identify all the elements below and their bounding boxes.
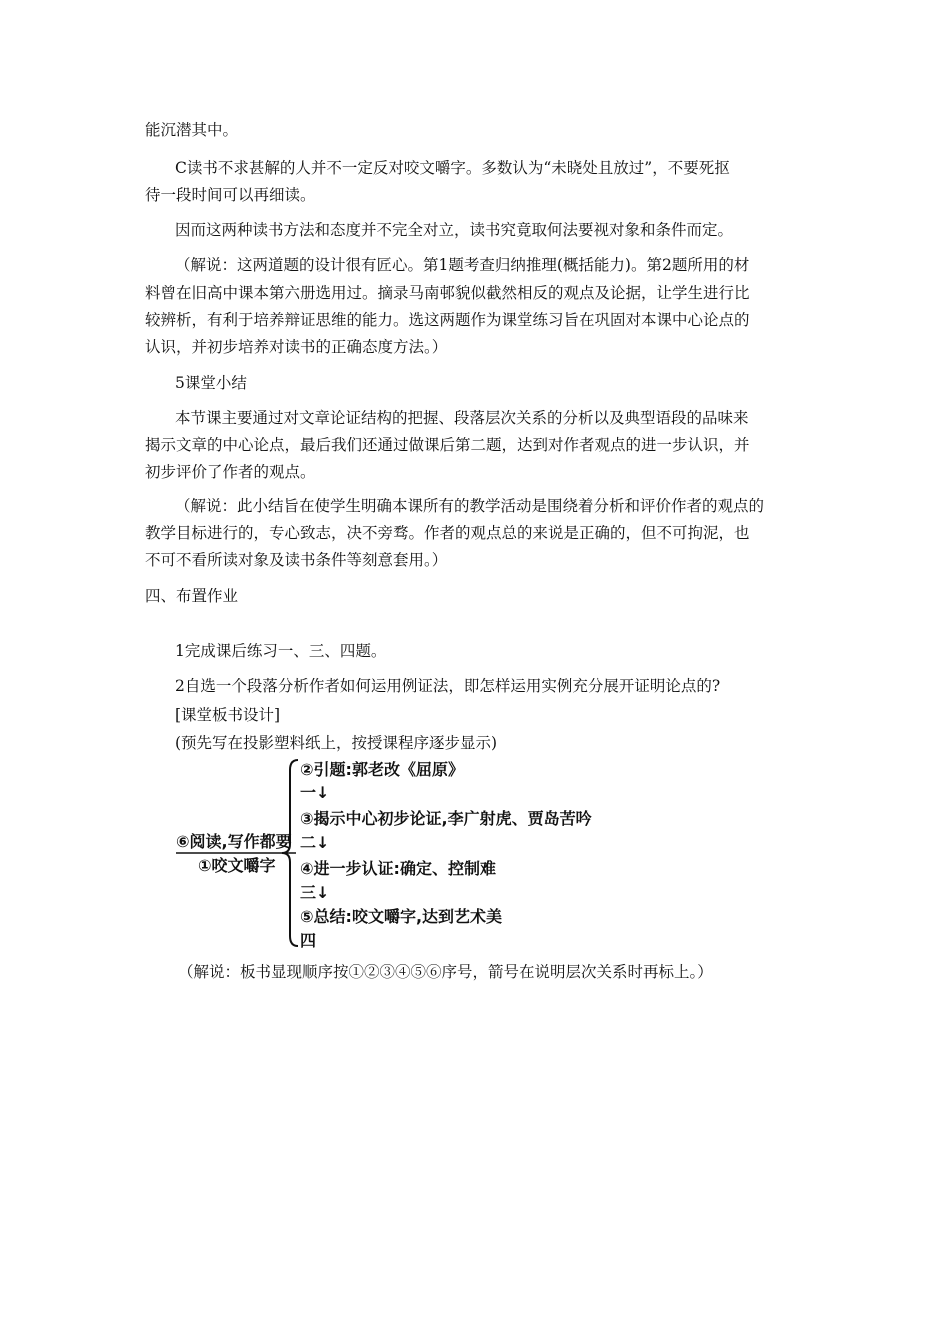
section-heading: 5课堂小结 bbox=[175, 374, 247, 392]
paragraph-line: 能沉潜其中。 bbox=[145, 121, 239, 139]
board-row: 三↓ bbox=[300, 883, 330, 902]
board-left-bottom: ①咬文嚼字 bbox=[198, 856, 276, 875]
paragraph-line: （解说：此小结旨在使学生明确本课所有的教学活动是围绕着分析和评价作者的观点的 bbox=[175, 497, 765, 515]
blackboard-design-diagram bbox=[176, 756, 616, 956]
paragraph-line: C读书不求甚解的人并不一定反对咬文嚼字。多数认为“未晓处且放过”，不要死抠 bbox=[175, 159, 730, 177]
paragraph-line: （解说：板书显现顺序按①②③④⑤⑥序号，箭号在说明层次关系时再标上。） bbox=[178, 963, 713, 981]
paragraph-line: （解说：这两道题的设计很有匠心。第1题考查归纳推理(概括能力)。第2题所用的材 bbox=[175, 256, 750, 274]
paragraph-line: 教学目标进行的，专心致志，决不旁骛。作者的观点总的来说是正确的，但不可拘泥，也 bbox=[145, 524, 750, 542]
board-row: 二↓ bbox=[300, 833, 330, 852]
paragraph-line: 1完成课后练习一、三、四题。 bbox=[175, 642, 387, 660]
paragraph-line: 不可不看所读对象及读书条件等刻意套用。） bbox=[145, 551, 448, 569]
paragraph-line: 待一段时间可以再细读。 bbox=[145, 186, 316, 204]
paragraph-line: 本节课主要通过对文章论证结构的把握、段落层次关系的分析以及典型语段的品味来 bbox=[175, 409, 749, 427]
paragraph-line: 初步评价了作者的观点。 bbox=[145, 463, 316, 481]
board-row: ③揭示中心初步论证,李广射虎、贾岛苦吟 bbox=[300, 809, 592, 828]
paragraph-line: 认识，并初步培养对读书的正确态度方法。） bbox=[145, 338, 448, 356]
section-heading: 四、布置作业 bbox=[145, 587, 239, 605]
paragraph-line: (预先写在投影塑料纸上，按授课程序逐步显示) bbox=[175, 734, 498, 752]
board-row: ②引题:郭老改《屈原》 bbox=[300, 760, 464, 779]
board-row: ⑤总结:咬文嚼字,达到艺术美 bbox=[300, 907, 503, 926]
paragraph-line: 较辨析，有利于培养辩证思维的能力。选这两题作为课堂练习旨在巩固对本课中心论点的 bbox=[145, 311, 750, 329]
board-row: ④进一步认证:确定、控制难 bbox=[300, 859, 496, 878]
board-row: 四 bbox=[300, 931, 317, 950]
paragraph-line: 2自选一个段落分析作者如何运用例证法，即怎样运用实例充分展开证明论点的? bbox=[175, 677, 721, 695]
board-left-top: ⑥阅读,写作都要 bbox=[176, 832, 292, 851]
paragraph-line: [课堂板书设计] bbox=[175, 706, 281, 724]
paragraph-line: 揭示文章的中心论点，最后我们还通过做课后第二题，达到对作者观点的进一步认识，并 bbox=[145, 436, 750, 454]
paragraph-line: 因而这两种读书方法和态度并不完全对立，读书究竟取何法要视对象和条件而定。 bbox=[175, 221, 734, 239]
paragraph-line: 料曾在旧高中课本第六册选用过。摘录马南邨貌似截然相反的观点及论据，让学生进行比 bbox=[145, 284, 750, 302]
board-row: 一↓ bbox=[300, 783, 330, 802]
